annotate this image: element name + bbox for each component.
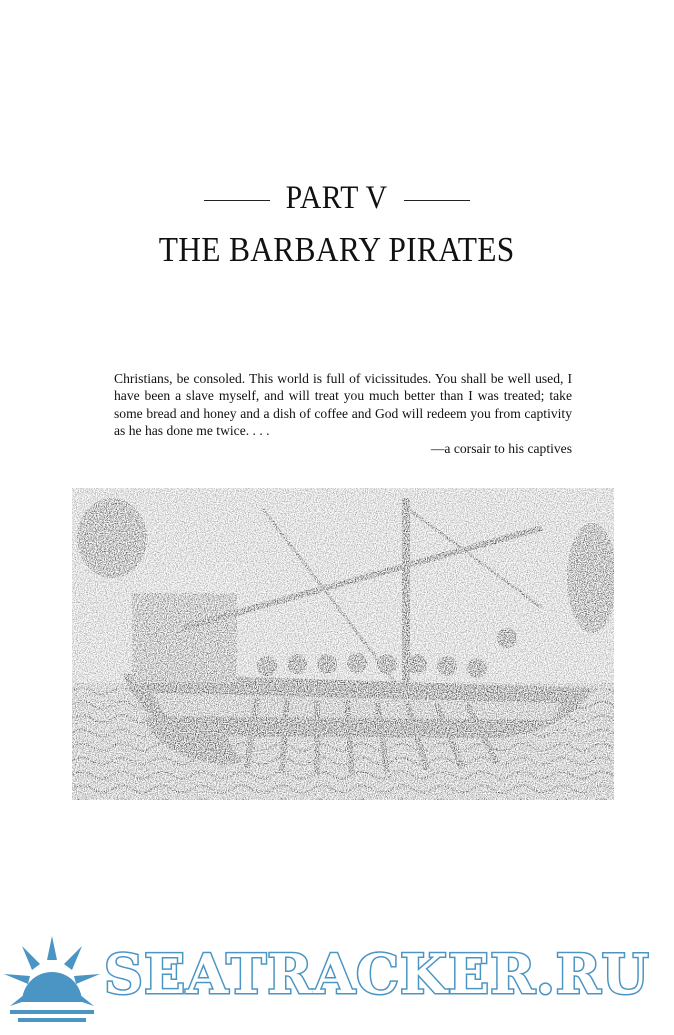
epigraph-attribution: —a corsair to his captives xyxy=(430,441,572,456)
part-heading xyxy=(0,180,674,217)
epigraph-text: Christians, be consoled. This world is full of vicissitudes. You shall be well used, I have been a slave myself, and will treat you much better than I was treated; take some bread and honey and a dish of coffee and God will redeem you from captivity as he has done me twice. . . . xyxy=(114,371,572,438)
watermark xyxy=(0,930,674,1030)
galley-illustration xyxy=(72,488,614,800)
part-label: PART V xyxy=(286,180,388,216)
part-rule-right xyxy=(404,200,470,201)
watermark-text: SEATRACKER.RU xyxy=(104,942,650,1006)
part-rule-left xyxy=(204,200,270,201)
part-title-text: THE BARBARY PIRATES xyxy=(159,230,515,269)
part-title xyxy=(0,230,674,270)
sun-logo-icon xyxy=(0,930,104,1030)
